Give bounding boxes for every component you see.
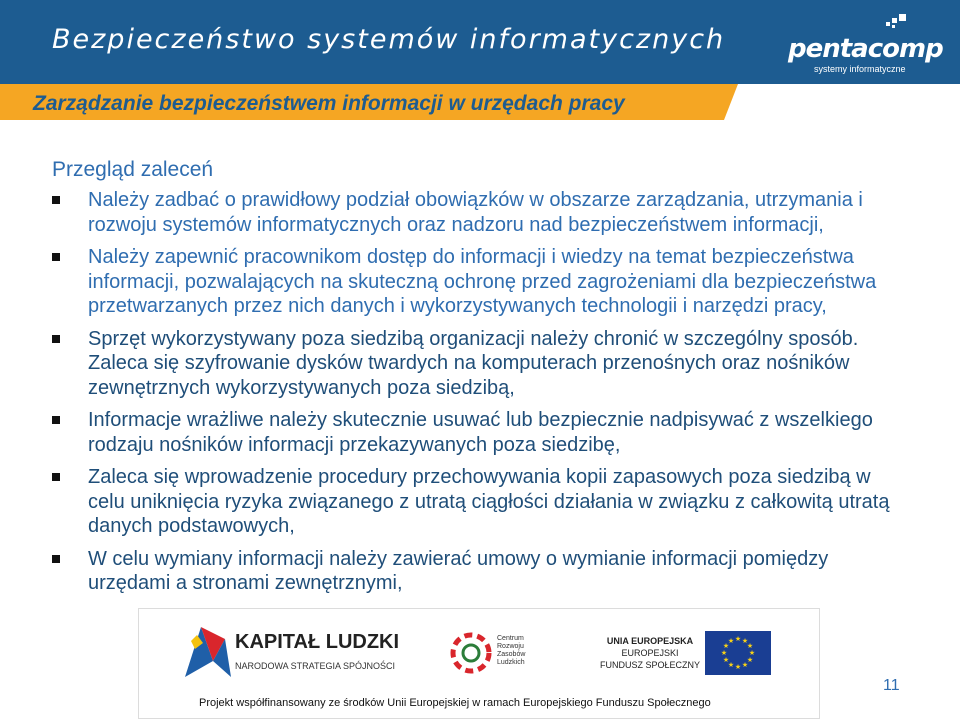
kapital-ludzki-name: KAPITAŁ LUDZKI — [235, 631, 400, 653]
crzl-ring-icon — [449, 623, 495, 683]
bullet-text: Sprzęt wykorzystywany poza siedzibą organizacji należy chronić w szczególny sposób. Zaleca się szyfrowanie dysków twardych na komputerach przenośnych oraz nośników zewnętrznych wykorzystywanych poza siedzibą, — [88, 327, 859, 399]
svg-text:★: ★ — [741, 637, 749, 645]
svg-text:★: ★ — [727, 661, 735, 669]
bullet-text: W celu wymiany informacji należy zawierać umowy o wymianie informacji pomiędzy urzędami a stronami zewnętrznymi, — [88, 547, 829, 594]
list-item — [52, 245, 912, 319]
page-number: 11 — [883, 677, 900, 694]
svg-text:★: ★ — [746, 656, 754, 664]
bullet-text: Należy zadbać o prawidłowy podział obowiązków w obszarze zarządzania, utrzymania i rozwoju systemów informatycznych oraz nadzoru nad bezpieczeństwem informacji, — [88, 189, 863, 236]
svg-text:★: ★ — [734, 635, 742, 643]
header-bar — [0, 0, 960, 84]
bullet-icon — [52, 473, 60, 481]
crzl-logo — [449, 623, 549, 683]
bullet-icon — [52, 196, 60, 204]
recommendations-list — [52, 188, 912, 604]
funding-caption: Projekt współfinansowany ze środków Unii Europejskiej w ramach Europejskiego Funduszu Społecznego — [199, 697, 711, 709]
svg-text:★: ★ — [734, 663, 742, 671]
svg-text:★: ★ — [722, 656, 730, 664]
list-item — [52, 408, 912, 457]
svg-text:★: ★ — [746, 642, 754, 650]
svg-text:★: ★ — [720, 649, 728, 657]
svg-text:★: ★ — [748, 649, 756, 657]
logo-subtitle: systemy informatyczne — [814, 64, 906, 74]
kapital-ludzki-emblem-icon — [183, 621, 233, 683]
bullet-icon — [52, 253, 60, 261]
section-subtitle: Zarządzanie bezpieczeństwem informacji w urzędach pracy — [33, 92, 625, 115]
svg-text:★: ★ — [741, 661, 749, 669]
kapital-ludzki-logo — [183, 621, 400, 683]
list-item — [52, 465, 912, 539]
crzl-label: Centrum Rozwoju Zasobów Ludzkich — [497, 635, 526, 666]
eu-label: UNIA EUROPEJSKA EUROPEJSKI FUNDUSZ SPOŁECZNY — [599, 636, 700, 670]
pentacomp-logo — [776, 14, 943, 74]
content-heading: Przegląd zaleceń — [52, 158, 214, 181]
bullet-text: Należy zapewnić pracownikom dostęp do informacji i wiedzy na temat bezpieczeństwa informacji, pozwalających na skuteczną ochronę przed zagrożeniami dla bezpieczeństwa przetwarzanych przez nich danych i wykorzystywanych technologii i narzędzi pracy, — [88, 246, 877, 317]
bullet-icon — [52, 555, 60, 563]
kapital-ludzki-subtitle: NARODOWA STRATEGIA SPÓJNOŚCI — [235, 661, 396, 671]
logo-squares-icon — [876, 14, 916, 34]
eu-funding-footer — [138, 608, 820, 719]
list-item — [52, 327, 912, 401]
logo-wordmark: pentacomp — [788, 34, 943, 64]
svg-text:★: ★ — [722, 642, 730, 650]
slide-title: Bezpieczeństwo systemów informatycznych — [52, 24, 726, 55]
svg-text:★: ★ — [727, 637, 735, 645]
bullet-icon — [52, 416, 60, 424]
bullet-text: Zaleca się wprowadzenie procedury przechowywania kopii zapasowych poza siedzibą w celu uniknięcia ryzyka związanego z utratą ciągłości działania w związku z całkowitą utratą danych podstawowych, — [88, 466, 890, 537]
list-item — [52, 547, 912, 596]
bullet-text: Informacje wrażliwe należy skutecznie usuwać lub bezpiecznie nadpisywać z wszelkiego rodzaju nośników informacji przekazywanych poza siedzibę, — [88, 409, 873, 456]
bullet-icon — [52, 335, 60, 343]
eu-flag-icon — [705, 631, 771, 675]
list-item — [52, 188, 912, 237]
